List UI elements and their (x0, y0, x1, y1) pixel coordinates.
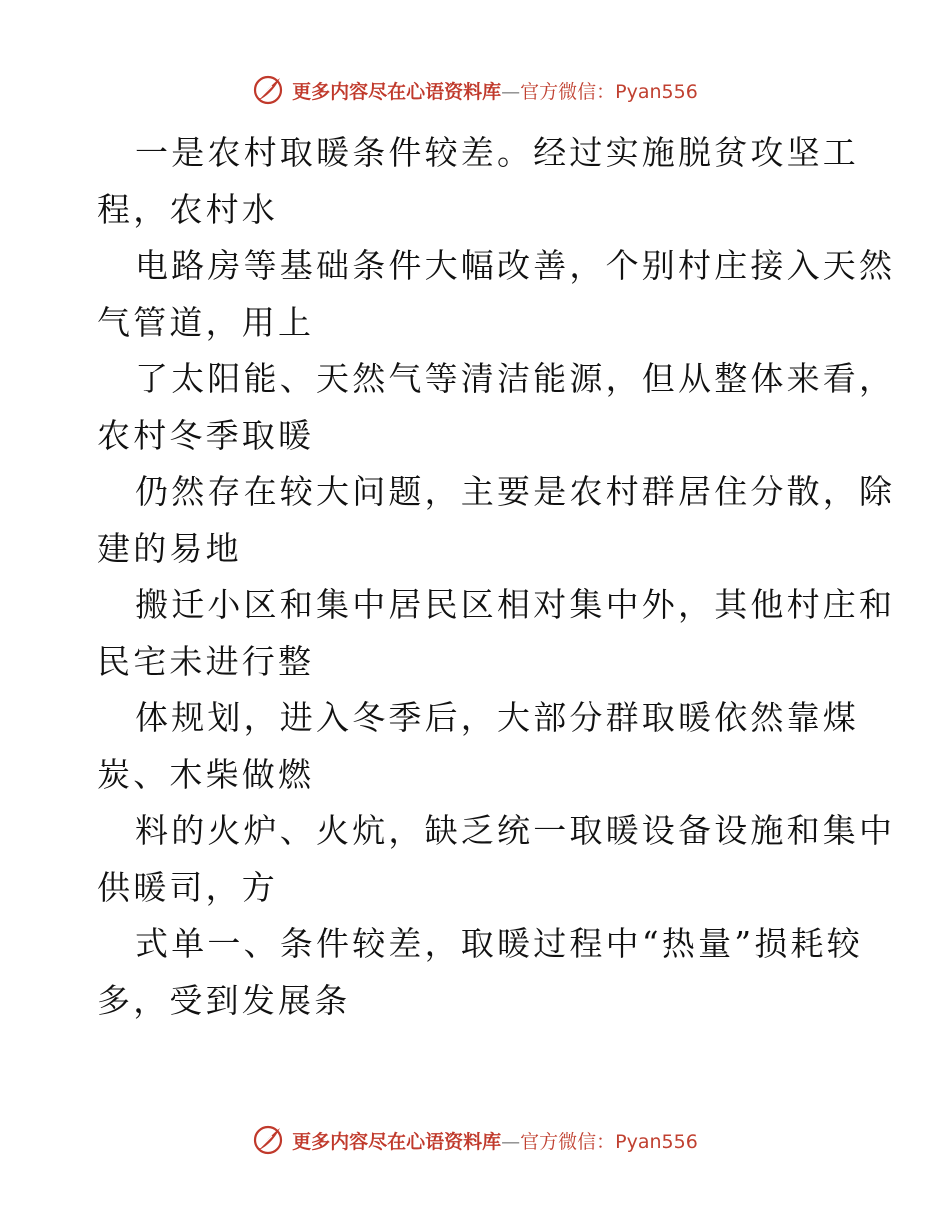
watermark-separator: — (501, 80, 521, 103)
watermark-text (292, 1127, 698, 1154)
watermark-site-name: 更多内容尽在心语资料库 (292, 1130, 502, 1153)
watermark-site-name: 更多内容尽在心语资料库 (292, 80, 502, 103)
footer-watermark (0, 1120, 950, 1160)
body-line: 炭、木柴做燃 (97, 754, 315, 794)
body-line: 程，农村水 (97, 189, 278, 229)
body-line: 民宅未进行整 (97, 641, 315, 681)
body-line: 一是农村取暖条件较差。经过实施脱贫攻坚工 (135, 133, 859, 172)
body-line: 料的火炉、火炕，缺乏统一取暖设备设施和集中 (135, 811, 896, 850)
watermark-text (292, 77, 698, 104)
body-line: 搬迁小区和集中居民区相对集中外，其他村庄和 (135, 585, 896, 624)
watermark-separator: — (501, 1130, 521, 1153)
watermark-contact: 官方微信：Pyan556 (520, 1130, 698, 1153)
body-line: 气管道，用上 (97, 302, 315, 342)
body-line: 了太阳能、天然气等清洁能源，但从整体来看， (135, 359, 896, 398)
watermark-contact: 官方微信：Pyan556 (520, 80, 698, 103)
body-line: 仍然存在较大问题，主要是农村群居住分散，除 (135, 472, 896, 511)
quill-logo-icon (252, 74, 284, 106)
body-line: 农村冬季取暖 (97, 415, 315, 455)
document-body (97, 125, 896, 1029)
body-line: 体规划，进入冬季后，大部分群取暖依然靠煤 (135, 698, 859, 737)
body-line: 供暖司，方 (97, 867, 278, 907)
quill-logo-icon (252, 1124, 284, 1156)
body-line: 多，受到发展条 (97, 980, 351, 1020)
body-line: 建的易地 (97, 528, 242, 568)
body-line: 电路房等基础条件大幅改善，个别村庄接入天然 (135, 246, 896, 285)
header-watermark (0, 70, 950, 110)
body-line: 式单一、条件较差，取暖过程中“热量”损耗较 (135, 924, 863, 963)
